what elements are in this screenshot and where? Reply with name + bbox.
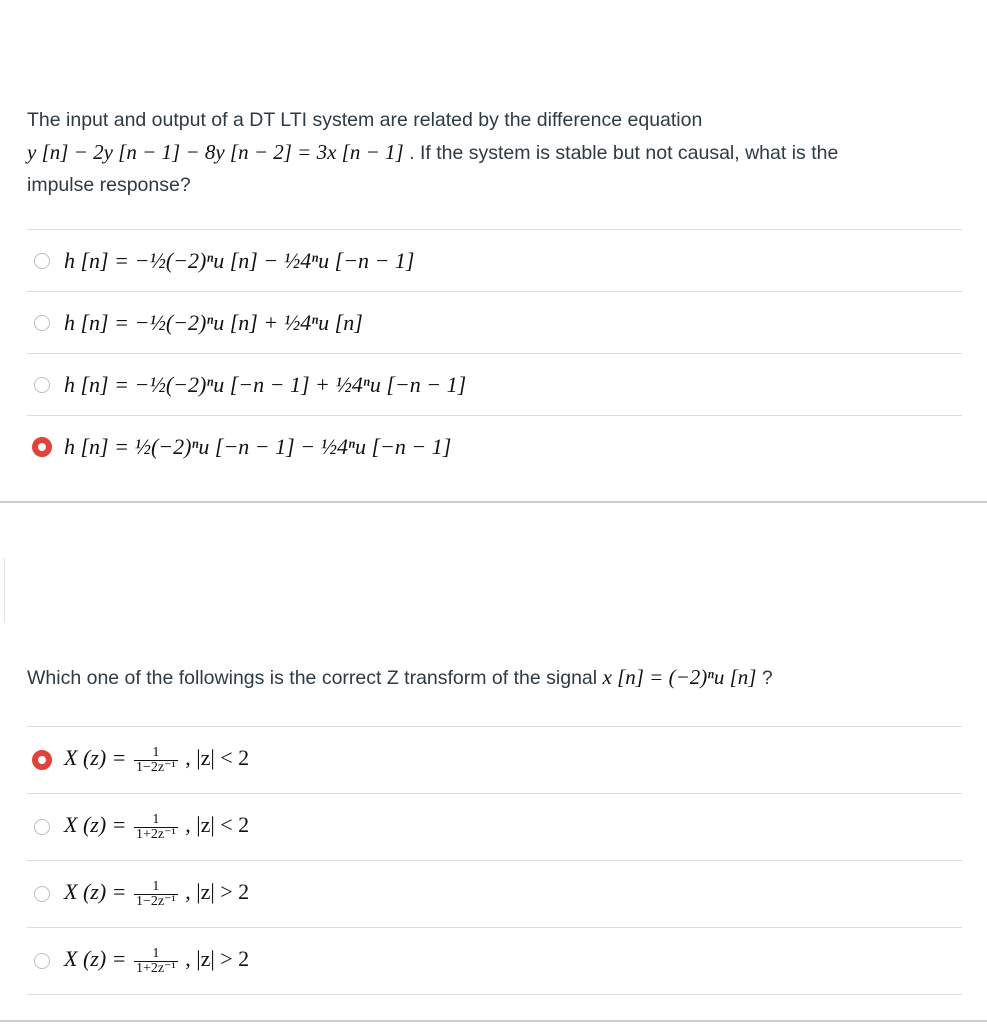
z-lhs: X (z) = — [64, 745, 127, 771]
question-divider — [0, 501, 987, 503]
z-denominator: 1+2z⁻¹ — [136, 960, 176, 976]
question-1-text — [27, 104, 957, 201]
z-fraction — [134, 813, 178, 842]
z-fraction — [134, 746, 178, 775]
z-numerator: 1 — [134, 813, 178, 828]
z-fraction — [134, 947, 178, 976]
z-option-1[interactable] — [27, 727, 962, 794]
z-option-4[interactable] — [27, 928, 962, 995]
z-answer-label — [64, 745, 249, 774]
question-2-mark: ? — [756, 667, 773, 689]
z-numerator: 1 — [134, 880, 178, 895]
answer-label: h [n] = −½(−2)ⁿu [n] − ½4ⁿu [−n − 1] — [64, 247, 415, 273]
z-fraction — [134, 880, 178, 909]
z-option-2[interactable] — [27, 794, 962, 861]
question-2-text — [27, 662, 957, 693]
z-roc: , |z| > 2 — [185, 946, 250, 972]
radio-button[interactable] — [34, 886, 50, 902]
z-denominator: 1−2z⁻¹ — [136, 893, 176, 909]
z-lhs: X (z) = — [64, 812, 127, 838]
signal-expression: x [n] = (−2)ⁿu [n] — [602, 665, 757, 689]
z-answer-label — [64, 879, 249, 908]
radio-button[interactable] — [34, 377, 50, 393]
z-answer-label — [64, 946, 249, 975]
question-1-condition: . If the system is stable but not causal, what is the — [409, 142, 839, 164]
radio-button[interactable] — [34, 315, 50, 331]
z-denominator: 1+2z⁻¹ — [136, 826, 176, 842]
answer-option-2[interactable] — [27, 292, 962, 354]
z-roc: , |z| > 2 — [185, 879, 250, 905]
z-roc: , |z| < 2 — [185, 812, 250, 838]
z-roc: , |z| < 2 — [185, 745, 250, 771]
radio-button-selected[interactable] — [32, 750, 52, 770]
z-numerator: 1 — [134, 947, 178, 962]
radio-button[interactable] — [34, 819, 50, 835]
z-lhs: X (z) = — [64, 946, 127, 972]
radio-button-selected[interactable] — [32, 437, 52, 457]
z-denominator: 1−2z⁻¹ — [136, 759, 176, 775]
answer-option-1[interactable] — [27, 230, 962, 292]
z-option-3[interactable] — [27, 861, 962, 928]
side-marker — [0, 558, 5, 622]
answer-label: h [n] = ½(−2)ⁿu [−n − 1] − ½4ⁿu [−n − 1] — [64, 433, 452, 459]
question-1-intro: The input and output of a DT LTI system are related by the difference equation — [27, 109, 703, 131]
radio-button[interactable] — [34, 953, 50, 969]
question-1-options — [27, 229, 962, 477]
z-numerator: 1 — [134, 746, 178, 761]
difference-equation: y [n] − 2y [n − 1] − 8y [n − 2] = 3x [n − 1] — [27, 140, 404, 164]
question-2-intro: Which one of the followings is the correct Z transform of the signal — [27, 667, 598, 689]
bottom-divider — [0, 1020, 987, 1022]
answer-option-3[interactable] — [27, 354, 962, 416]
answer-option-4[interactable] — [27, 416, 962, 477]
z-lhs: X (z) = — [64, 879, 127, 905]
z-answer-label — [64, 812, 249, 841]
radio-button[interactable] — [34, 253, 50, 269]
question-2-options — [27, 726, 962, 995]
answer-label: h [n] = −½(−2)ⁿu [n] + ½4ⁿu [n] — [64, 309, 363, 335]
answer-label: h [n] = −½(−2)ⁿu [−n − 1] + ½4ⁿu [−n − 1] — [64, 371, 467, 397]
question-1-end: impulse response? — [27, 174, 191, 196]
